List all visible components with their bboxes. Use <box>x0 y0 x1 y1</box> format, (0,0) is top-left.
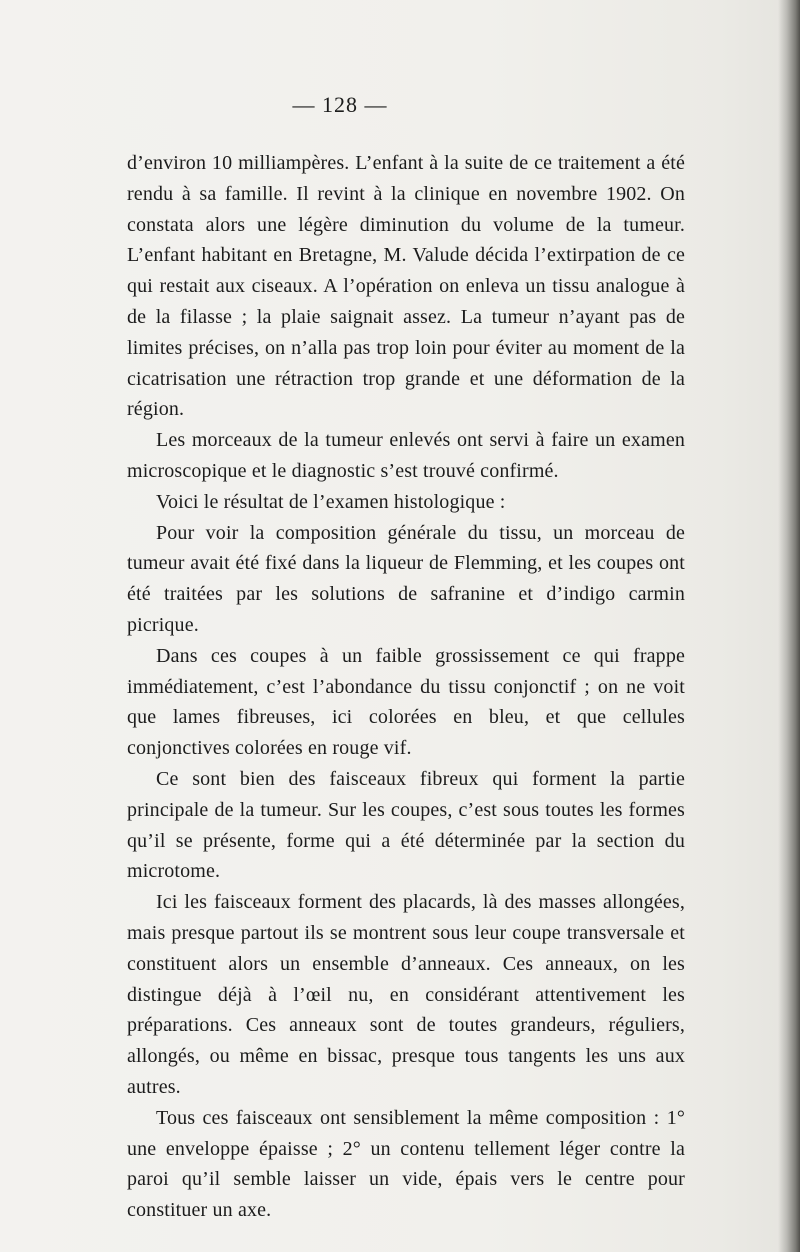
paragraph: Voici le résultat de l’examen histologique : <box>156 490 506 513</box>
paragraph: Dans ces coupes à un faible grossissement ce qui frappe immédiatement, c’est l’abondance du tissu conjonctif ; on ne voit que lames fibreuses, ici colorées en bleu, et que cellules conjonctives colorées en rouge vif. <box>127 644 685 760</box>
paragraph: Tous ces faisceaux ont sensiblement la même composition : 1° une enveloppe épaisse ; 2° un contenu tellement léger contre la paroi qu’il semble laisser un vide, épais vers le centre pour constituer un axe. <box>127 1106 685 1222</box>
page-number: — 128 — <box>292 92 388 117</box>
paragraph: Les morceaux de la tumeur enlevés ont servi à faire un examen microscopique et le diagnostic s’est trouvé confirmé. <box>127 429 685 482</box>
page-edge-shadow <box>778 0 800 1252</box>
body-text <box>127 148 685 1226</box>
paragraph: Ici les faisceaux forment des placards, là des masses allongées, mais presque partout ils se montrent sous leur coupe transversale et constituent alors un ensemble d’anneaux. Ces anneaux, on les distingue déjà à l’œil nu, en considérant attentivement les préparations. Ces anneaux sont de toutes grandeurs, réguliers, allongés, ou même en bissac, presque tous tangents les uns aux autres. <box>127 891 685 1098</box>
paragraph: Ce sont bien des faisceaux fibreux qui forment la partie principale de la tumeur. Sur les coupes, c’est sous toutes les formes qu’il se présente, forme qui a été déterminée par la section du microtome. <box>127 767 685 883</box>
paragraph: d’environ 10 milliampères. L’enfant à la suite de ce traitement a été rendu à sa famille. Il revint à la clinique en novembre 1902. On constata alors une légère diminution du volume de la tumeur. L’enfant habitant en Bretagne, M. Valude décida l’extirpation de ce qui restait aux ciseaux. A l’opération on enleva un tissu analogue à de la filasse ; la plaie saignait assez. La tumeur n’ayant pas de limites précises, on n’alla pas trop loin pour éviter au moment de la cicatrisation une rétraction trop grande et une déformation de la région. <box>127 152 685 421</box>
paragraph: Pour voir la composition générale du tissu, un morceau de tumeur avait été fixé dans la liqueur de Flemming, et les coupes ont été traitées par les solutions de safranine et d’indigo carmin picrique. <box>127 521 685 636</box>
